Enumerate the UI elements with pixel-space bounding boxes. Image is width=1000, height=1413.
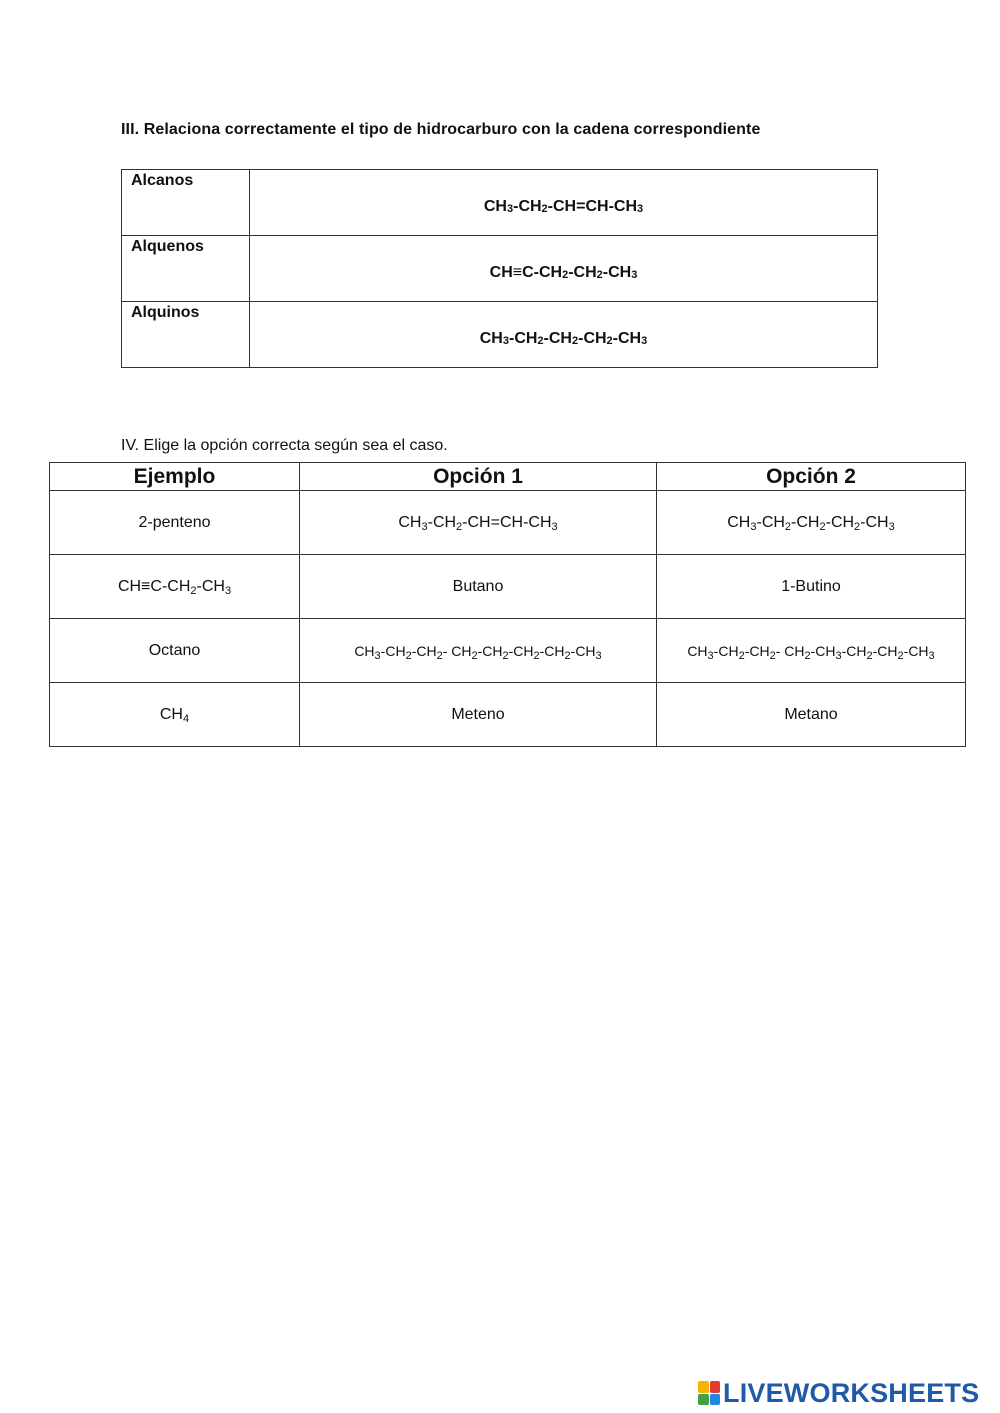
formula-text	[480, 328, 647, 345]
formula-subscript: 3	[374, 649, 381, 662]
formula-text	[484, 196, 643, 213]
formula-segment: CH	[483, 197, 507, 215]
formula-segment: CH	[687, 642, 708, 659]
formula-segment: Butano	[452, 577, 504, 595]
formula-segment: Metano	[784, 705, 838, 723]
formula-subscript: 2	[784, 520, 792, 533]
option-1-cell[interactable]	[300, 619, 657, 683]
formula-segment: -CH	[543, 329, 572, 347]
table-row	[50, 619, 966, 683]
table-row	[122, 236, 878, 302]
liveworksheets-logo	[698, 1378, 979, 1408]
formula-subscript: 2	[562, 268, 569, 281]
section-4-title: IV. Elige la opción correcta según sea el caso.	[121, 437, 448, 454]
formula-segment: -CH	[744, 642, 770, 659]
formula-subscript: 2	[819, 520, 826, 533]
formula-subscript: 3	[750, 520, 757, 533]
table-row	[50, 555, 966, 619]
formula-subscript: 2	[190, 584, 197, 597]
formula-subscript: 2	[537, 334, 544, 347]
formula-segment: - CH	[775, 642, 805, 659]
ejemplo-cell	[50, 683, 300, 747]
option-2-cell[interactable]	[657, 683, 966, 747]
formula-segment: Octano	[148, 641, 201, 659]
logo-tile	[698, 1381, 709, 1393]
formula-segment: -CH	[411, 642, 437, 659]
option-1-cell[interactable]	[300, 491, 657, 555]
formula-segment: -CH	[427, 513, 457, 531]
formula-subscript: 2	[596, 268, 603, 281]
formula-segment: -CH	[570, 642, 596, 659]
formula-segment: -CH	[513, 197, 542, 215]
formula-subscript: 3	[707, 649, 714, 662]
option-1-cell[interactable]	[300, 683, 657, 747]
formula-segment: -CH	[568, 263, 597, 281]
formula-subscript: 2	[533, 649, 540, 662]
header-opcion-1: Opción 1	[300, 463, 657, 491]
formula-subscript: 3	[502, 334, 509, 347]
formula-segment: -CH=CH-CH	[547, 197, 637, 215]
logo-tile	[710, 1381, 721, 1393]
formula-subscript: 2	[606, 334, 613, 347]
formula-subscript: 3	[835, 649, 842, 662]
formula-subscript: 2	[564, 649, 571, 662]
chain-cell	[250, 302, 878, 368]
formula-subscript: 2	[502, 649, 509, 662]
formula-segment: CH	[398, 513, 422, 531]
table-row	[50, 683, 966, 747]
liveworksheets-logo-icon	[698, 1381, 720, 1405]
type-label-alcanos: Alcanos	[122, 170, 250, 236]
option-1-cell[interactable]	[300, 555, 657, 619]
formula-subscript: 3	[421, 520, 428, 533]
formula-segment: CH≡C-CH	[489, 263, 563, 281]
table-row	[50, 491, 966, 555]
formula-segment: -CH	[860, 513, 889, 531]
formula-subscript: 2	[456, 520, 463, 533]
formula-segment: -CH	[713, 642, 739, 659]
type-label-alquinos: Alquinos	[122, 302, 250, 368]
formula-segment: 1-Butino	[781, 577, 841, 595]
formula-segment: CH	[354, 642, 375, 659]
option-2-cell[interactable]	[657, 555, 966, 619]
type-label-alquenos: Alquenos	[122, 236, 250, 302]
formula-segment: -CH	[508, 329, 538, 347]
header-opcion-2: Opción 2	[657, 463, 966, 491]
formula-text	[490, 262, 638, 279]
logo-text: LIVEWORKSHEETS	[723, 1377, 980, 1408]
option-2-cell[interactable]	[657, 491, 966, 555]
formula-segment: -CH	[756, 513, 785, 531]
hydrocarbon-match-table	[121, 169, 878, 368]
formula-segment: -CH	[380, 642, 406, 659]
formula-segment: -CH	[810, 642, 836, 659]
chain-cell	[250, 236, 878, 302]
formula-segment: CH≡C-CH	[117, 577, 191, 595]
formula-segment: CH	[479, 329, 503, 347]
formula-segment: -CH	[825, 513, 855, 531]
option-2-cell[interactable]	[657, 619, 966, 683]
formula-subscript: 2	[471, 649, 478, 662]
formula-subscript: 2	[571, 334, 579, 347]
formula-subscript: 4	[182, 712, 190, 725]
ejemplo-cell	[50, 491, 300, 555]
ejemplo-cell	[50, 619, 300, 683]
formula-segment: -CH	[196, 577, 225, 595]
formula-segment: -CH=CH-CH	[462, 513, 552, 531]
formula-subscript: 2	[854, 520, 861, 533]
formula-segment: -CH	[612, 329, 642, 347]
formula-subscript: 2	[804, 649, 811, 662]
formula-subscript: 3	[641, 334, 648, 347]
formula-subscript: 2	[541, 202, 548, 215]
logo-tile	[698, 1394, 709, 1406]
table-row	[122, 170, 878, 236]
formula-subscript: 3	[551, 520, 558, 533]
formula-subscript: 3	[595, 649, 602, 662]
formula-segment: Meteno	[451, 705, 505, 723]
formula-segment: -CH	[872, 642, 898, 659]
options-table	[49, 462, 966, 747]
section-3-title: III. Relaciona correctamente el tipo de hidrocarburo con la cadena correspondiente	[121, 121, 761, 138]
formula-segment: -CH	[578, 329, 607, 347]
formula-segment: -CH	[477, 642, 503, 659]
formula-subscript: 2	[405, 649, 412, 662]
formula-segment: - CH	[442, 642, 472, 659]
formula-segment: -CH	[903, 642, 929, 659]
formula-subscript: 3	[888, 520, 895, 533]
formula-subscript: 3	[631, 268, 638, 281]
formula-segment: -CH	[508, 642, 534, 659]
formula-segment: CH	[727, 513, 751, 531]
formula-segment: -CH	[791, 513, 820, 531]
formula-subscript: 2	[436, 649, 443, 662]
formula-segment: -CH	[602, 263, 632, 281]
chain-cell	[250, 170, 878, 236]
formula-subscript: 3	[224, 584, 232, 597]
formula-segment: 2-penteno	[138, 513, 211, 531]
formula-subscript: 3	[506, 202, 514, 215]
formula-subscript: 2	[897, 649, 904, 662]
header-ejemplo: Ejemplo	[50, 463, 300, 491]
formula-subscript: 2	[866, 649, 873, 662]
formula-segment: CH	[159, 705, 183, 723]
formula-subscript: 3	[637, 202, 644, 215]
table-row	[122, 302, 878, 368]
formula-subscript: 2	[769, 649, 776, 662]
formula-segment: -CH	[841, 642, 867, 659]
logo-tile	[710, 1394, 721, 1406]
formula-subscript: 2	[738, 649, 745, 662]
formula-subscript: 3	[928, 649, 935, 662]
formula-segment: -CH	[539, 642, 565, 659]
header-row	[50, 463, 966, 491]
ejemplo-cell	[50, 555, 300, 619]
